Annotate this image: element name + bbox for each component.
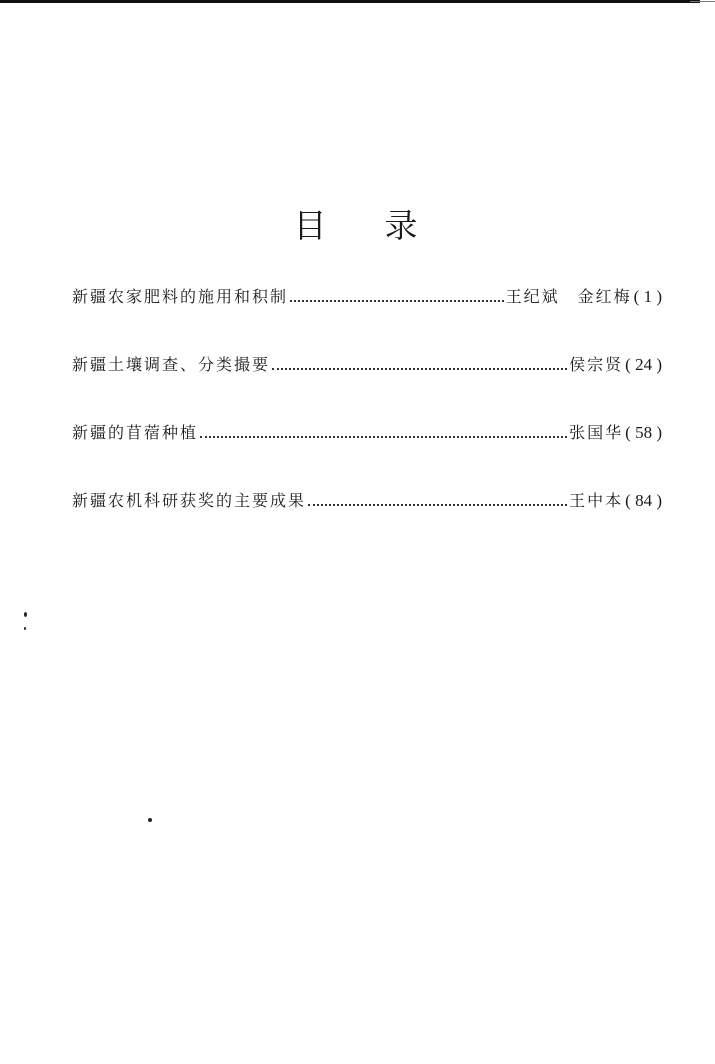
toc-entry[interactable] xyxy=(72,352,662,386)
toc-entry[interactable] xyxy=(72,284,662,318)
toc-entry-author: 张国华 xyxy=(569,423,624,442)
toc-entry-title: 新疆农机科研获奖的主要成果 xyxy=(72,491,307,510)
page-title-char-2: 录 xyxy=(384,206,422,245)
scan-speck xyxy=(24,612,27,617)
top-border-rule xyxy=(0,0,700,3)
toc-dot-leader xyxy=(200,436,567,438)
toc-entry-author: 侯宗贤 xyxy=(569,355,624,374)
toc-entry-title: 新疆土壤调查、分类撮要 xyxy=(72,355,271,374)
toc-entry[interactable] xyxy=(72,420,662,454)
toc-entry[interactable] xyxy=(72,488,662,522)
table-of-contents xyxy=(72,284,662,556)
top-border-rule-fade xyxy=(690,1,715,2)
toc-entry-title: 新疆的苜蓿种植 xyxy=(72,423,199,442)
toc-dot-leader xyxy=(308,504,567,506)
scan-speck xyxy=(24,627,26,630)
page-title-char-1: 目 xyxy=(293,206,331,245)
toc-dot-leader xyxy=(272,368,567,370)
toc-entry-title: 新疆农家肥料的施用和积制 xyxy=(72,287,289,306)
toc-entry-page: ( 84 ) xyxy=(625,491,662,510)
toc-entry-page: ( 58 ) xyxy=(625,423,662,442)
toc-dot-leader xyxy=(290,300,504,302)
toc-entry-author: 王中本 xyxy=(569,491,624,510)
page-title xyxy=(0,200,715,247)
scan-speck xyxy=(148,818,152,822)
toc-entry-page: ( 24 ) xyxy=(625,355,662,374)
toc-entry-page: ( 1 ) xyxy=(633,287,662,306)
toc-entry-author: 王纪斌 金红梅 xyxy=(505,287,632,306)
